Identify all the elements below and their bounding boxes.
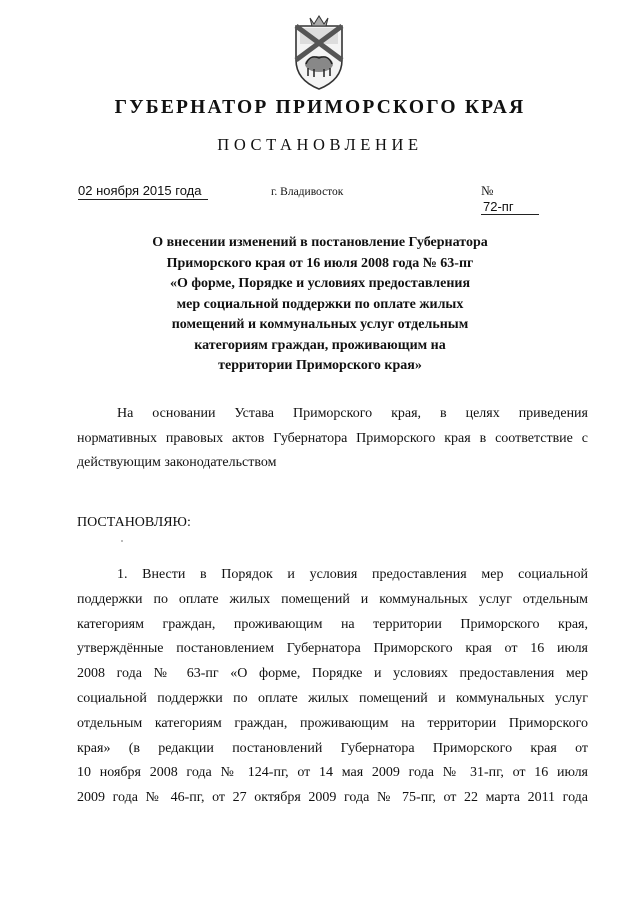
preamble-line: На основании Устава Приморского края, в целях приведения [117, 406, 588, 421]
item-1-line: социальной поддержки по оплате жилых помещений и коммунальных услуг [77, 690, 588, 706]
document-type: ПОСТАНОВЛЕНИЕ [217, 135, 423, 154]
preamble-paragraph [77, 402, 588, 476]
title-line: О внесении изменений в постановление Губернатора [152, 235, 488, 250]
document-number: 72-пг [481, 199, 539, 215]
document-title [100, 233, 540, 377]
item-1-line: края» (в редакции постановлений Губернатора Приморского края от [77, 740, 588, 756]
title-line: помещений и коммунальных услуг отдельным [171, 317, 469, 332]
title-line: мер социальной поддержки по оплате жилых [176, 296, 464, 312]
item-1-line: 2008 года № 63-пг «О форме, Порядке и условиях предоставления мер [77, 666, 588, 682]
item-1-line: отдельным категориям граждан, проживающим на территории Приморского [77, 715, 588, 731]
title-line: категориям граждан, проживающим на [194, 337, 446, 353]
preamble-line: действующим законодательством [77, 455, 277, 471]
title-line: «О форме, Порядке и условиях предоставления [169, 276, 471, 291]
preamble-line: нормативных правовых актов Губернатора Приморского края в соответствие с [77, 430, 588, 446]
title-line: территории Приморского края» [218, 358, 422, 373]
document-date: 02 ноября 2015 года [78, 183, 208, 200]
item-1-line: 10 ноября 2008 года № 124-пг, от 14 мая 2009 года № 31-пг, от 16 июля [77, 765, 588, 781]
decree-word: ПОСТАНОВЛЯЮ: [77, 515, 191, 530]
title-line: Приморского края от 16 июля 2008 года № 63-пг [166, 255, 474, 271]
item-1-line: утверждённые постановлением Губернатора Приморского края от 16 июля [77, 641, 588, 657]
item-1-line: поддержки по оплате жилых помещений и коммунальных услуг отдельным [77, 591, 588, 607]
coat-of-arms-emblem [288, 14, 350, 92]
item-1-line: категориям граждан, проживающим на территории Приморского края, [77, 616, 588, 632]
item-1-line: 1. Внести в Порядок и условия предоставления мер социальной [117, 567, 588, 582]
governor-header: ГУБЕРНАТОР ПРИМОРСКОГО КРАЯ [114, 97, 526, 118]
document-number-field [481, 183, 553, 215]
item-1-paragraph [77, 563, 588, 811]
number-sign: № [481, 183, 494, 198]
document-place: г. Владивосток [271, 186, 344, 198]
item-1-line: 2009 года № 46-пг, от 27 октября 2009 года № 75-пг, от 22 марта 2011 года [77, 790, 588, 806]
scan-speck [121, 540, 123, 542]
